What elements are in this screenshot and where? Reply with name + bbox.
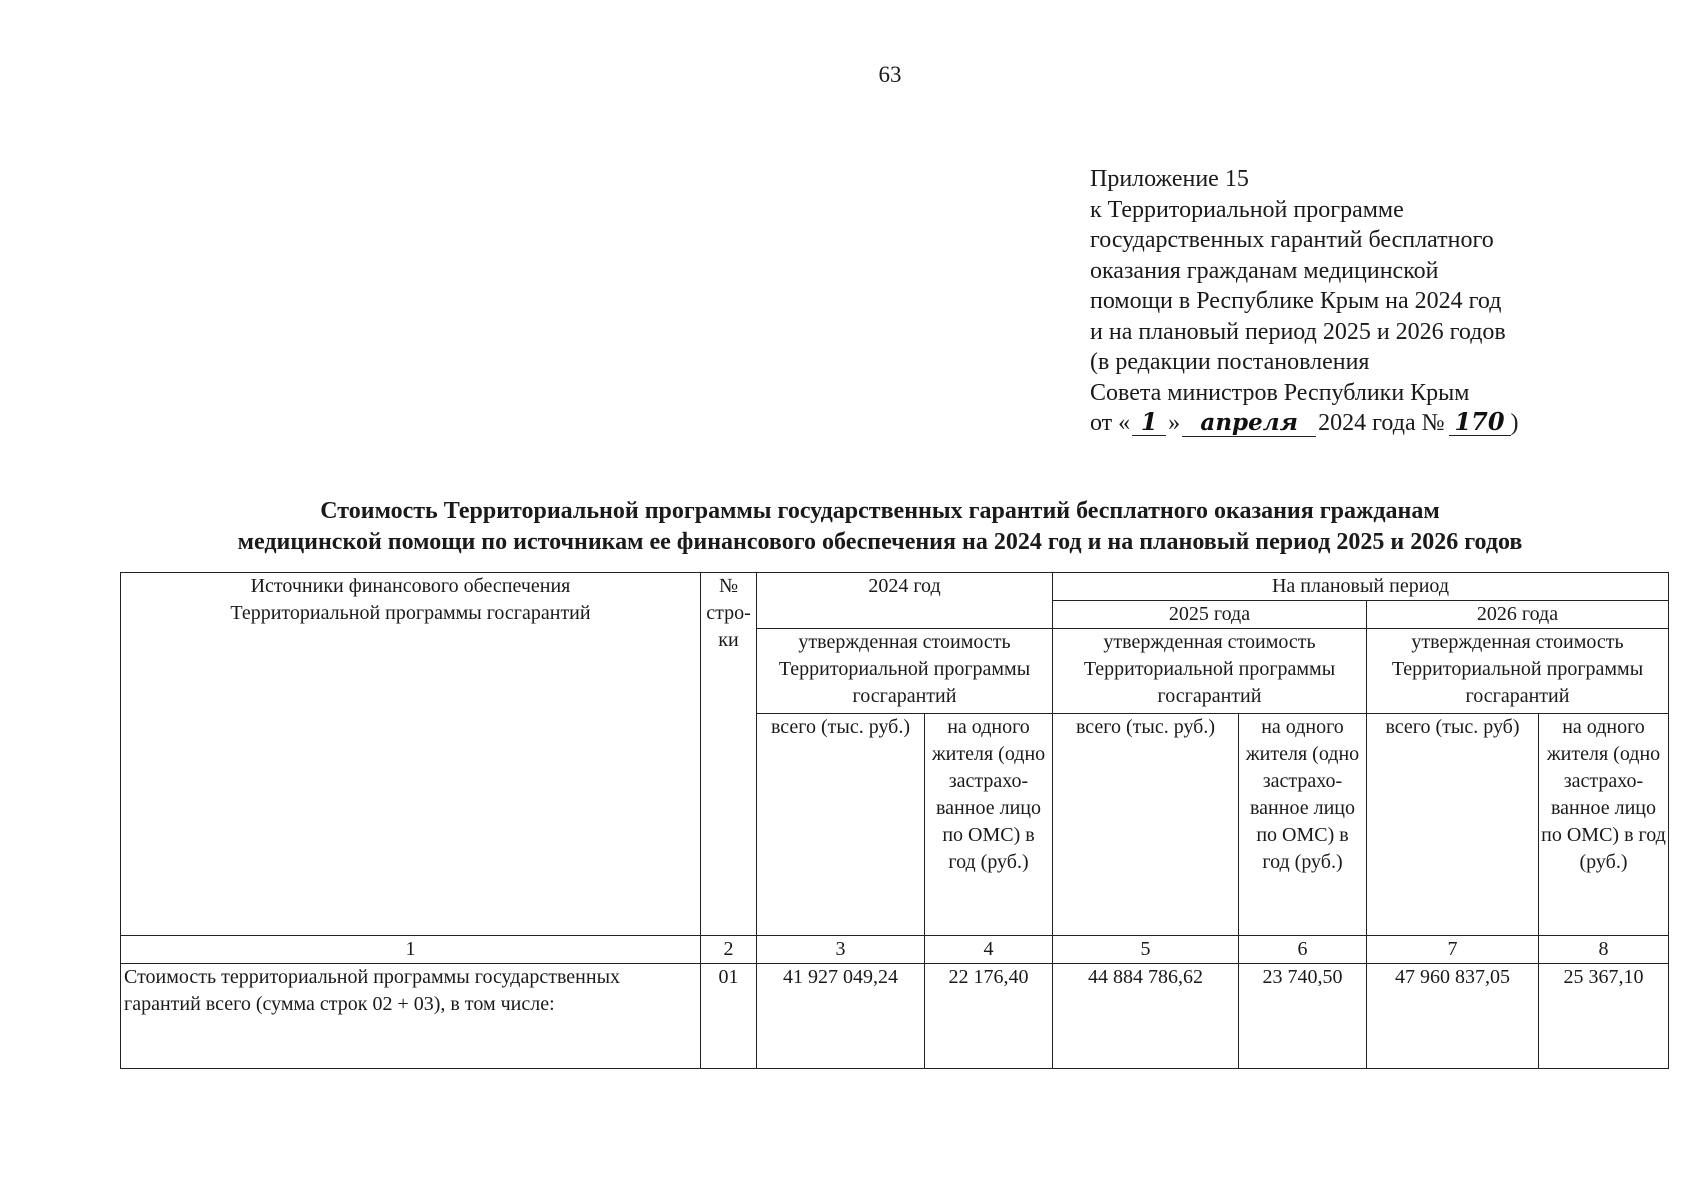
header-per-capita-2024: на одного жителя (одно застрахо-ванное лицо по ОМС) в год (руб.) (925, 714, 1053, 936)
appendix-line: государственных гарантий бесплатного (1090, 227, 1494, 253)
appendix-date-line (1090, 408, 1519, 439)
table-title (120, 496, 1640, 558)
handwritten-month: апреля (1182, 410, 1316, 437)
header-approved-2025: утвержденная стоимость Территориальной программы госгарантий (1053, 629, 1367, 714)
header-total-2026: всего (тыс. руб) (1367, 714, 1539, 936)
header-approved-2026: утвержденная стоимость Территориальной программы госгарантий (1367, 629, 1669, 714)
header-approved-2024: утвержденная стоимость Территориальной программы госгарантий (757, 629, 1053, 714)
row-per-capita-2026: 25 367,10 (1539, 964, 1669, 1069)
column-number: 7 (1367, 936, 1539, 964)
column-number: 8 (1539, 936, 1669, 964)
row-total-2026: 47 960 837,05 (1367, 964, 1539, 1069)
appendix-line: Приложение 15 (1090, 166, 1249, 192)
handwritten-number: 170 (1449, 409, 1511, 436)
header-planned-period: На плановый период (1053, 573, 1669, 601)
handwritten-day: 1 (1132, 409, 1166, 436)
row-number: 01 (701, 964, 757, 1069)
table-row (121, 964, 1669, 1069)
header-source: Источники финансового обеспечения Территориальной программы госгарантий (121, 573, 701, 936)
row-per-capita-2025: 23 740,50 (1239, 964, 1367, 1069)
header-total-2024: всего (тыс. руб.) (757, 714, 925, 936)
header-row (121, 573, 1669, 601)
appendix-line: помощи в Республике Крым на 2024 год (1090, 288, 1502, 314)
date-prefix: от « (1090, 410, 1131, 436)
row-per-capita-2024: 22 176,40 (925, 964, 1053, 1069)
page-number: 63 (878, 62, 902, 87)
column-number: 3 (757, 936, 925, 964)
date-year-text: 2024 года № (1318, 410, 1445, 436)
column-number: 4 (925, 936, 1053, 964)
date-mid: » (1168, 410, 1181, 436)
header-year-2024: 2024 год (757, 573, 1053, 629)
header-per-capita-2026: на одного жителя (одно застрахо-ванное лицо по ОМС) в год (руб.) (1539, 714, 1669, 936)
column-number: 2 (701, 936, 757, 964)
table-title-line: Стоимость Территориальной программы государственных гарантий бесплатного оказания гражданам (320, 498, 1440, 524)
header-per-capita-2025: на одного жителя (одно застрахо-ванное лицо по ОМС) в год (руб.) (1239, 714, 1367, 936)
column-number: 1 (121, 936, 701, 964)
header-year-2025: 2025 года (1053, 601, 1367, 629)
table-title-line: медицинской помощи по источникам ее финансового обеспечения на 2024 год и на плановый период 2025 и 2026 годов (237, 529, 1523, 555)
row-total-2024: 41 927 049,24 (757, 964, 925, 1069)
column-number: 6 (1239, 936, 1367, 964)
row-total-2025: 44 884 786,62 (1053, 964, 1239, 1069)
header-row-number: № стро-ки (701, 573, 757, 936)
appendix-line: оказания гражданам медицинской (1090, 257, 1439, 284)
header-year-2026: 2026 года (1367, 601, 1669, 629)
date-suffix: ) (1510, 410, 1519, 436)
appendix-line: и на плановый период 2025 и 2026 годов (1090, 318, 1506, 345)
appendix-line: Совета министров Республики Крым (1090, 379, 1470, 406)
appendix-line: (в редакции постановления (1090, 349, 1370, 375)
funding-sources-table (120, 572, 1669, 1069)
appendix-line: к Территориальной программе (1090, 196, 1404, 223)
appendix-block (1090, 164, 1519, 439)
header-total-2025: всего (тыс. руб.) (1053, 714, 1239, 936)
column-number: 5 (1053, 936, 1239, 964)
column-number-row (121, 936, 1669, 964)
row-source: Стоимость территориальной программы государственных гарантий всего (сумма строк 02 + 03), в том числе: (121, 964, 701, 1069)
